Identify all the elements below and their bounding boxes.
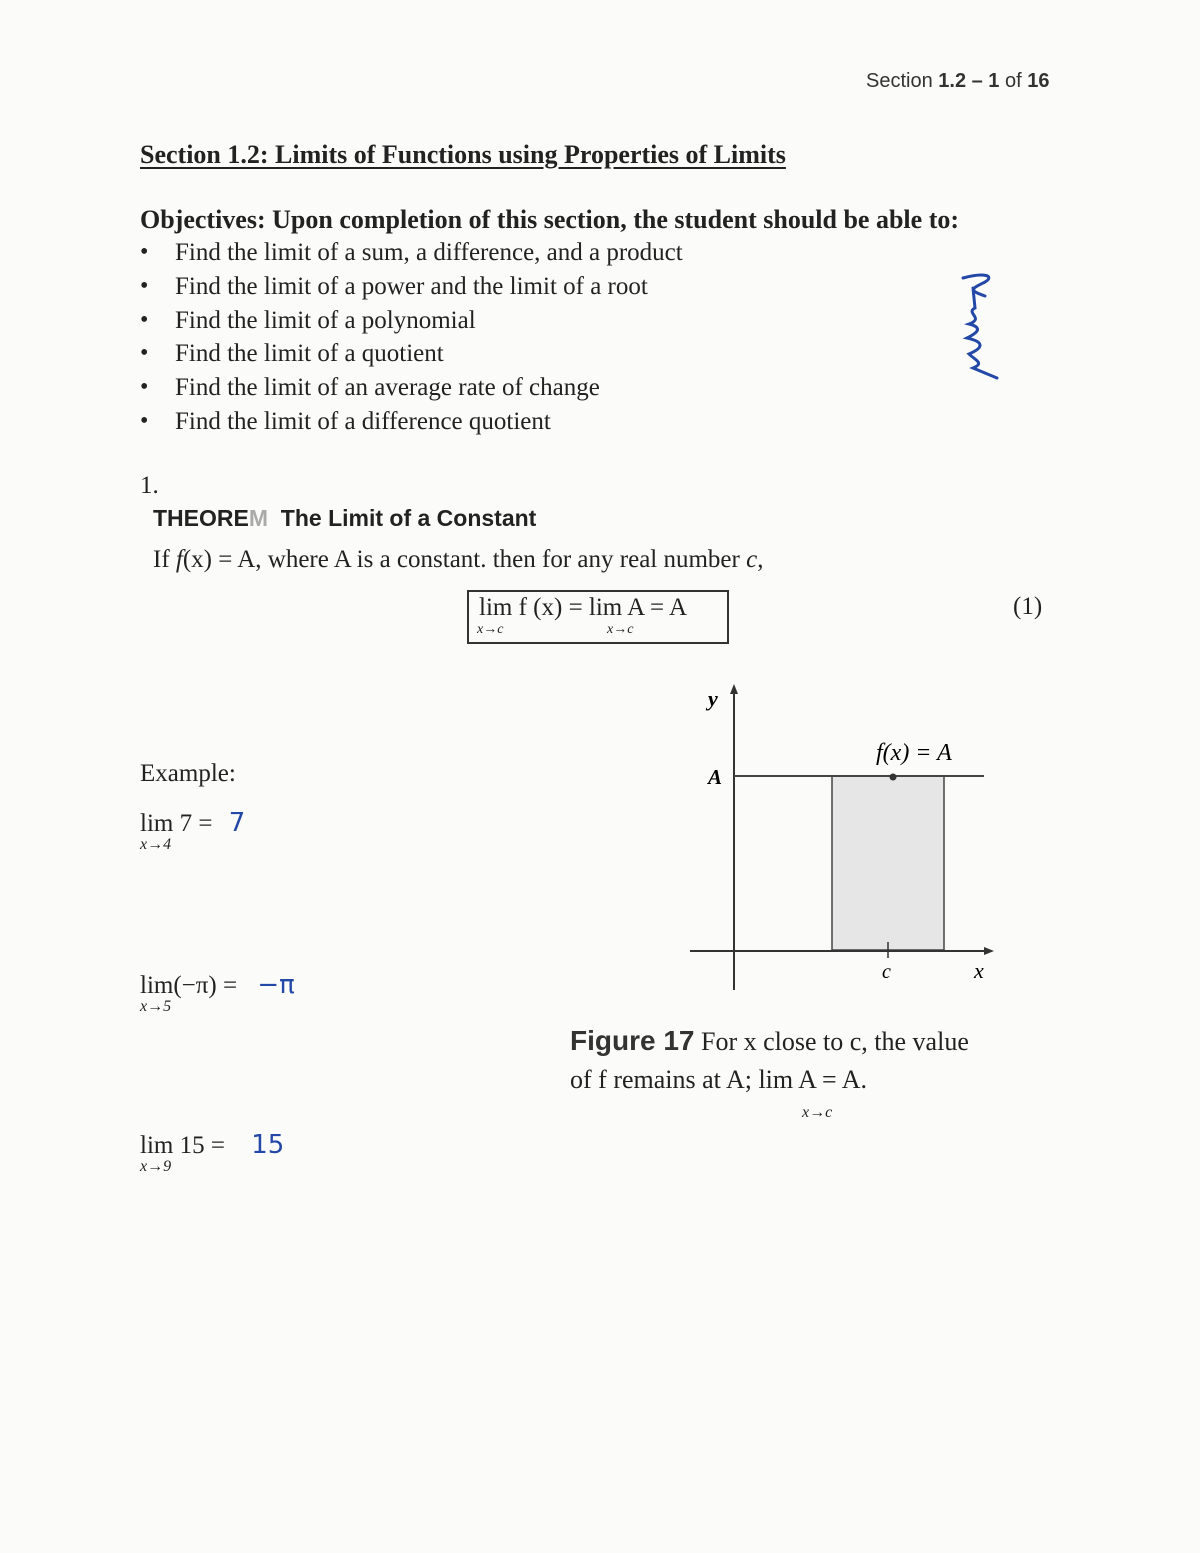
function-label: f(x) = A bbox=[876, 740, 952, 766]
example-1-answer: 7 bbox=[228, 808, 246, 838]
example-1-expr: lim 7 = bbox=[140, 810, 213, 837]
example-2-expr: lim(−π) = bbox=[140, 972, 238, 999]
theorem-statement bbox=[153, 546, 763, 574]
figure-caption bbox=[570, 1022, 1040, 1121]
example-3-answer: 15 bbox=[251, 1130, 285, 1160]
header-prefix: Section bbox=[866, 70, 939, 92]
example-1 bbox=[140, 808, 246, 853]
objective-item: • Find the limit of a quotient bbox=[140, 337, 683, 371]
header-of: of bbox=[999, 70, 1028, 92]
equation-number: (1) bbox=[1013, 593, 1043, 620]
objectives-heading: Objectives: Upon completion of this section, the student should be able to: bbox=[140, 205, 960, 234]
objective-item: • Find the limit of a polynomial bbox=[140, 304, 683, 338]
statement-part3: , bbox=[757, 546, 764, 573]
theorem-keyword-faded: M bbox=[248, 505, 269, 531]
example-3 bbox=[140, 1130, 285, 1175]
caption-line1: For x close to c, the value bbox=[694, 1027, 969, 1056]
objective-item: • Find the limit of a power and the limit of a root bbox=[140, 270, 683, 304]
x-axis-arrow bbox=[984, 947, 994, 955]
section-title: Section 1.2: Limits of Functions using Properties of Limits bbox=[140, 140, 786, 169]
header-section: 1.2 – 1 bbox=[938, 70, 1000, 92]
x-label: x bbox=[974, 958, 984, 983]
boxed-formula bbox=[467, 590, 729, 644]
statement-c: c bbox=[746, 546, 758, 573]
example-label: Example: bbox=[140, 760, 236, 787]
example-1-sub: x→4 bbox=[140, 836, 172, 853]
objective-item: • Find the limit of a sum, a difference, and a product bbox=[140, 236, 683, 270]
caption-sub: x→c bbox=[802, 1104, 833, 1121]
theorem-keyword bbox=[153, 505, 268, 531]
handwritten-signature bbox=[955, 268, 1005, 383]
A-label: A bbox=[708, 765, 723, 789]
c-label: c bbox=[882, 961, 891, 983]
figure-17-graph bbox=[688, 680, 998, 1000]
statement-part2: (x) = A, where A is a constant. then for any real number bbox=[182, 546, 747, 573]
header-total: 16 bbox=[1027, 70, 1050, 92]
statement-f: f bbox=[175, 546, 183, 573]
example-3-sub: x→9 bbox=[140, 1158, 172, 1175]
shaded-region bbox=[832, 776, 944, 950]
caption-line2: of f remains at A; lim A = A. bbox=[570, 1065, 868, 1094]
objective-item: • Find the limit of a difference quotient bbox=[140, 405, 683, 439]
y-label: y bbox=[708, 686, 718, 711]
example-2-sub: x→5 bbox=[140, 998, 172, 1015]
boxed-formula-sub2: x→c bbox=[607, 622, 634, 637]
theorem-keyword-dark: THEORE bbox=[153, 505, 249, 531]
example-3-expr: lim 15 = bbox=[140, 1132, 225, 1159]
example-2-answer: −π bbox=[257, 970, 295, 1000]
caption-figure-number: Figure 17 bbox=[570, 1025, 695, 1056]
objective-item: • Find the limit of an average rate of change bbox=[140, 371, 683, 405]
objectives-list bbox=[140, 236, 683, 439]
statement-part1: If bbox=[153, 546, 176, 573]
boxed-formula-text: lim f (x) = lim A = A bbox=[479, 594, 688, 621]
theorem-name: The Limit of a Constant bbox=[280, 505, 537, 531]
example-2 bbox=[140, 970, 295, 1015]
item-number: 1. bbox=[140, 472, 159, 499]
function-point bbox=[890, 774, 897, 781]
page-header bbox=[866, 70, 1049, 93]
y-axis-arrow bbox=[730, 684, 738, 694]
theorem-heading bbox=[153, 505, 536, 532]
boxed-formula-sub1: x→c bbox=[477, 622, 504, 637]
